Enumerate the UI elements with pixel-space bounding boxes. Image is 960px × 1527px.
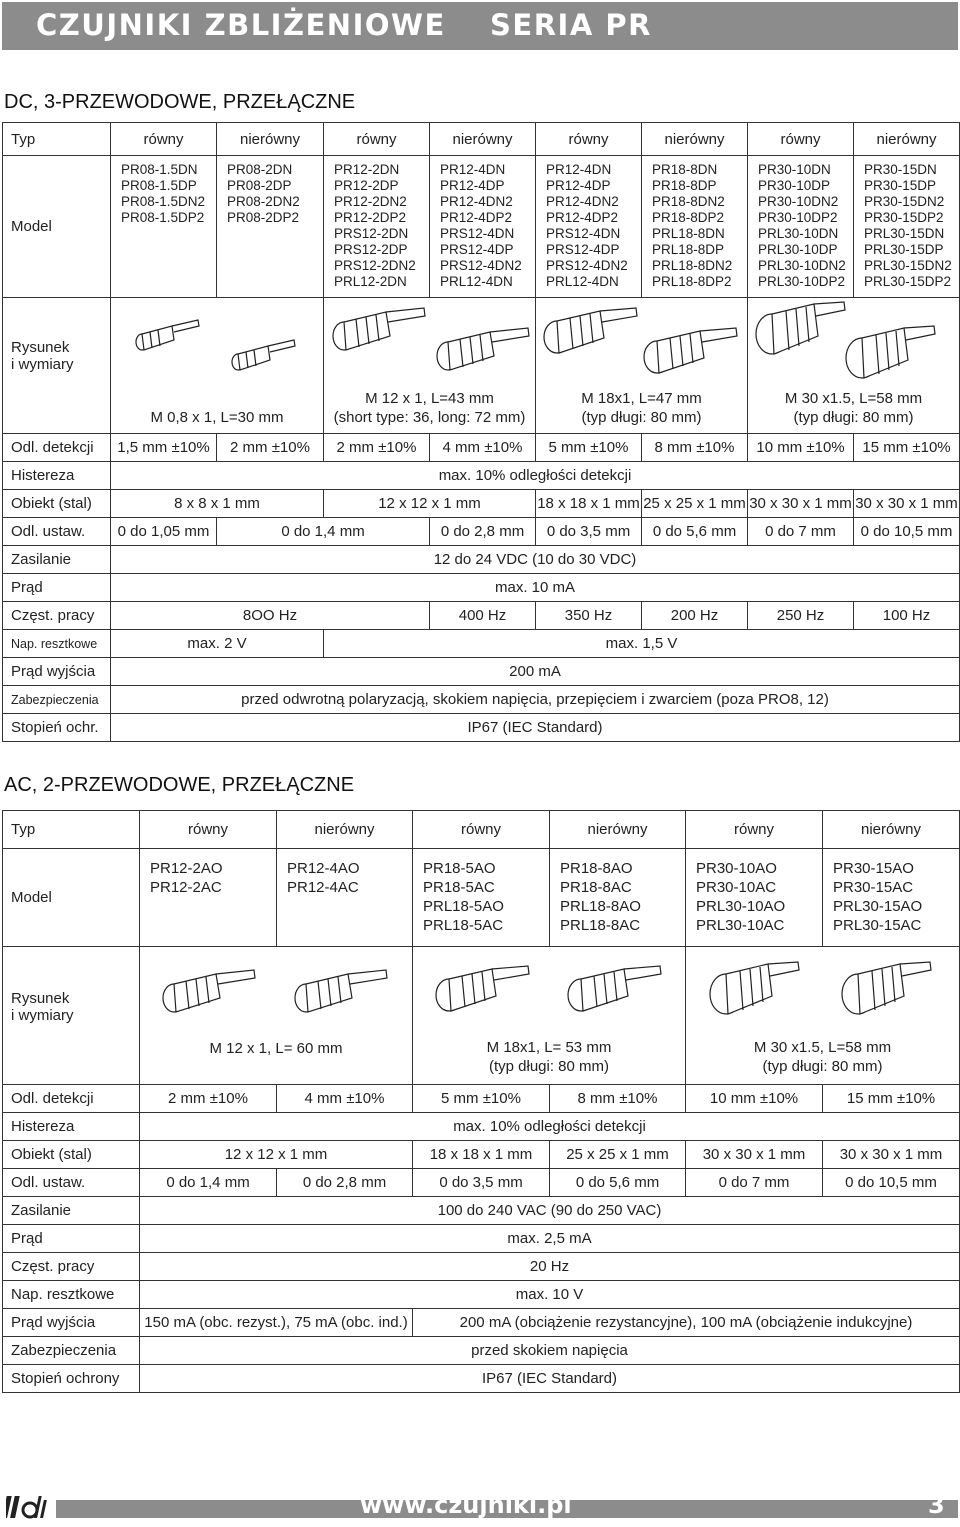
proximity-sensor-icon [290, 968, 390, 1018]
drawing-m18: M 18x1, L= 53 mm (typ długi: 80 mm) [413, 947, 686, 1085]
cell: przed odwrotną polaryzacją, skokiem napięcia, przepięciem i zwarciem (poza PRO8, 12) [111, 686, 960, 714]
drawing-m30: M 30 x1.5, L=58 mm (typ długi: 80 mm) [748, 298, 960, 434]
proximity-sensor-icon [540, 306, 640, 358]
cell: nierówny [642, 123, 748, 156]
model-list: PR30-10DN PR30-10DP PR30-10DN2 PR30-10DP2 PRL30-10DN PRL30-10DP PRL30-10DN2 PRL30-10DP2 [748, 156, 854, 298]
cell: 0 do 3,5 mm [536, 518, 642, 546]
row-label: Stopień ochrony [3, 1365, 140, 1393]
dc-stop-row [3, 714, 960, 742]
series-title: SERIA PR [490, 8, 652, 42]
proximity-sensor-icon [432, 326, 532, 376]
dc-nap-row [3, 630, 960, 658]
cell: 8 mm ±10% [550, 1085, 686, 1113]
cell: równy [111, 123, 217, 156]
proximity-sensor-icon [842, 324, 938, 382]
cell: 30 x 30 x 1 mm [854, 490, 960, 518]
cell: 350 Hz [536, 602, 642, 630]
cell: IP67 (IEC Standard) [111, 714, 960, 742]
cell: nierówny [430, 123, 536, 156]
proximity-sensor-icon [640, 326, 740, 378]
dc-wyj-row [3, 658, 960, 686]
model-list: PR12-4DN PR12-4DP PR12-4DN2 PR12-4DP2 PRS12-4DN PRS12-4DP PRS12-4DN2 PRL12-4DN [536, 156, 642, 298]
dc-prad-row [3, 574, 960, 602]
row-label: Częst. pracy [3, 602, 111, 630]
model-list: PR30-10AO PR30-10AC PRL30-10AO PRL30-10AC [686, 849, 823, 947]
ac-model-row [3, 849, 960, 947]
cell: nierówny [217, 123, 324, 156]
cell: 0 do 7 mm [748, 518, 854, 546]
cell: 12 x 12 x 1 mm [140, 1141, 413, 1169]
dc-ustaw-row [3, 518, 960, 546]
model-list: PR30-15DN PR30-15DP PR30-15DN2 PR30-15DP2 PRL30-15DN PRL30-15DP PRL30-15DN2 PRL30-15DP2 [854, 156, 960, 298]
model-list: PR18-8DN PR18-8DP PR18-8DN2 PR18-8DP2 PRL18-8DN PRL18-8DP PRL18-8DN2 PRL18-8DP2 [642, 156, 748, 298]
ac-zab-row [3, 1337, 960, 1365]
cell: max. 1,5 V [324, 630, 960, 658]
model-list: PR18-8AO PR18-8AC PRL18-8AO PRL18-8AC [550, 849, 686, 947]
proximity-sensor-icon [706, 960, 802, 1018]
cell: 2 mm ±10% [217, 434, 324, 462]
proximity-sensor-icon [158, 968, 258, 1018]
proximity-sensor-icon [432, 964, 532, 1016]
dc-hist-row [3, 462, 960, 490]
ac-obiekt-row [3, 1141, 960, 1169]
drawing-m08: M 0,8 x 1, L=30 mm [111, 298, 324, 434]
proximity-sensor-icon [838, 960, 934, 1018]
row-label: Odl. detekcji [3, 434, 111, 462]
row-label: Obiekt (stal) [3, 490, 111, 518]
model-list: PR12-2DN PR12-2DP PR12-2DN2 PR12-2DP2 PRS12-2DN PRS12-2DP PRS12-2DN2 PRL12-2DN [324, 156, 430, 298]
cell: przed skokiem napięcia [140, 1337, 960, 1365]
row-label: Odl. ustaw. [3, 518, 111, 546]
cell: 30 x 30 x 1 mm [686, 1141, 823, 1169]
row-label: Nap. resztkowe [3, 1281, 140, 1309]
header-bar [2, 2, 958, 50]
cell: równy [324, 123, 430, 156]
website-link[interactable]: www.czujniki.pl [360, 1491, 572, 1519]
row-label: Nap. resztkowe [3, 630, 111, 658]
cell: 20 Hz [140, 1253, 960, 1281]
ac-czest-row [3, 1253, 960, 1281]
cell: 0 do 2,8 mm [430, 518, 536, 546]
row-label: Typ [3, 123, 111, 156]
row-label: Zabezpieczenia [3, 686, 111, 714]
dc-odl-row [3, 434, 960, 462]
dc-typ-row [3, 123, 960, 156]
cell: 25 x 25 x 1 mm [642, 490, 748, 518]
row-label: Prąd wyjścia [3, 1309, 140, 1337]
row-label: Stopień ochr. [3, 714, 111, 742]
cell: nierówny [854, 123, 960, 156]
cell: 400 Hz [430, 602, 536, 630]
cell: 250 Hz [748, 602, 854, 630]
cell: max. 10 mA [111, 574, 960, 602]
cell: 18 x 18 x 1 mm [536, 490, 642, 518]
cell: 4 mm ±10% [277, 1085, 413, 1113]
dc-section-title: DC, 3-PRZEWODOWE, PRZEŁĄCZNE [4, 91, 356, 113]
dc-obiekt-row [3, 490, 960, 518]
model-list: PR30-15AO PR30-15AC PRL30-15AO PRL30-15AC [823, 849, 960, 947]
dc-zab-row [3, 686, 960, 714]
cell: 100 do 240 VAC (90 do 250 VAC) [140, 1197, 960, 1225]
cell: 0 do 1,4 mm [140, 1169, 277, 1197]
ac-nap-row [3, 1281, 960, 1309]
cell: 100 Hz [854, 602, 960, 630]
cell: max. 10% odległości detekcji [140, 1113, 960, 1141]
ac-ustaw-row [3, 1169, 960, 1197]
row-label: Odl. ustaw. [3, 1169, 140, 1197]
proximity-sensor-icon [328, 306, 428, 356]
dc-model-row [3, 156, 960, 298]
dc-czest-row [3, 602, 960, 630]
cell: równy [748, 123, 854, 156]
row-label: Częst. pracy [3, 1253, 140, 1281]
cell: 8 mm ±10% [642, 434, 748, 462]
model-list: PR08-1.5DN PR08-1.5DP PR08-1.5DN2 PR08-1.5DP2 [111, 156, 217, 298]
ac-odl-row [3, 1085, 960, 1113]
cell: 25 x 25 x 1 mm [550, 1141, 686, 1169]
cell: 0 do 3,5 mm [413, 1169, 550, 1197]
row-label: Odl. detekcji [3, 1085, 140, 1113]
drawing-m12: M 12 x 1, L=43 mm (short type: 36, long: 72 mm) [324, 298, 536, 434]
cell: 0 do 7 mm [686, 1169, 823, 1197]
cell: 15 mm ±10% [854, 434, 960, 462]
model-list: PR08-2DN PR08-2DP PR08-2DN2 PR08-2DP2 [217, 156, 324, 298]
cell: 0 do 5,6 mm [550, 1169, 686, 1197]
cell: 0 do 1,05 mm [111, 518, 217, 546]
ac-hist-row [3, 1113, 960, 1141]
row-label: Zasilanie [3, 1197, 140, 1225]
cell: 30 x 30 x 1 mm [823, 1141, 960, 1169]
model-list: PR18-5AO PR18-5AC PRL18-5AO PRL18-5AC [413, 849, 550, 947]
cell: 10 mm ±10% [686, 1085, 823, 1113]
cell: max. 10 V [140, 1281, 960, 1309]
cell: 0 do 1,4 mm [217, 518, 430, 546]
company-logo-icon [6, 1490, 54, 1522]
cell: 0 do 10,5 mm [854, 518, 960, 546]
cell: max. 2 V [111, 630, 324, 658]
cell: nierówny [823, 811, 960, 849]
cell: 10 mm ±10% [748, 434, 854, 462]
row-label: Zabezpieczenia [3, 1337, 140, 1365]
cell: 0 do 10,5 mm [823, 1169, 960, 1197]
cell: równy [413, 811, 550, 849]
model-list: PR12-4DN PR12-4DP PR12-4DN2 PR12-4DP2 PRS12-4DN PRS12-4DP PRS12-4DN2 PRL12-4DN [430, 156, 536, 298]
cell: 2 mm ±10% [140, 1085, 277, 1113]
row-label: Model [3, 156, 111, 298]
cell: 1,5 mm ±10% [111, 434, 217, 462]
row-label: Obiekt (stal) [3, 1141, 140, 1169]
drawing-m12: M 12 x 1, L= 60 mm [140, 947, 413, 1085]
row-label: Typ [3, 811, 140, 849]
proximity-sensor-icon [228, 336, 298, 376]
cell: 8 x 8 x 1 mm [111, 490, 324, 518]
model-list: PR12-4AO PR12-4AC [277, 849, 413, 947]
row-label: Histereza [3, 462, 111, 490]
cell: max. 2,5 mA [140, 1225, 960, 1253]
ac-prad-row [3, 1225, 960, 1253]
cell: nierówny [277, 811, 413, 849]
dc-table [2, 122, 960, 742]
proximity-sensor-icon [132, 316, 202, 356]
cell: 15 mm ±10% [823, 1085, 960, 1113]
cell: równy [536, 123, 642, 156]
cell: 150 mA (obc. rezyst.), 75 mA (obc. ind.) [140, 1309, 413, 1337]
cell: 5 mm ±10% [536, 434, 642, 462]
page-number: 3 [928, 1491, 945, 1519]
proximity-sensor-icon [564, 964, 664, 1016]
proximity-sensor-icon [752, 300, 848, 358]
cell: 5 mm ±10% [413, 1085, 550, 1113]
cell: równy [140, 811, 277, 849]
row-label: Prąd wyjścia [3, 658, 111, 686]
cell: IP67 (IEC Standard) [140, 1365, 960, 1393]
cell: 12 x 12 x 1 mm [324, 490, 536, 518]
dc-zasil-row [3, 546, 960, 574]
drawing-m18: M 18x1, L=47 mm (typ długi: 80 mm) [536, 298, 748, 434]
cell: równy [686, 811, 823, 849]
row-label: Histereza [3, 1113, 140, 1141]
cell: 8OO Hz [111, 602, 430, 630]
drawing-m30: M 30 x1.5, L=58 mm (typ długi: 80 mm) [686, 947, 960, 1085]
footer [0, 1490, 960, 1524]
cell: 0 do 2,8 mm [277, 1169, 413, 1197]
cell: 12 do 24 VDC (10 do 30 VDC) [111, 546, 960, 574]
cell: 30 x 30 x 1 mm [748, 490, 854, 518]
ac-section-title: AC, 2-PRZEWODOWE, PRZEŁĄCZNE [4, 774, 355, 796]
row-label: Model [3, 849, 140, 947]
model-list: PR12-2AO PR12-2AC [140, 849, 277, 947]
cell: 0 do 5,6 mm [642, 518, 748, 546]
ac-typ-row [3, 811, 960, 849]
cell: 200 Hz [642, 602, 748, 630]
ac-zasil-row [3, 1197, 960, 1225]
cell: 18 x 18 x 1 mm [413, 1141, 550, 1169]
cell: 4 mm ±10% [430, 434, 536, 462]
row-label: Zasilanie [3, 546, 111, 574]
cell: 2 mm ±10% [324, 434, 430, 462]
row-label: Rysunek i wymiary [3, 947, 140, 1085]
row-label: Rysunek i wymiary [3, 298, 111, 434]
row-label: Prąd [3, 574, 111, 602]
row-label: Prąd [3, 1225, 140, 1253]
page-title: CZUJNIKI ZBLIŻENIOWE [36, 8, 446, 42]
ac-table [2, 810, 960, 1393]
ac-stop-row [3, 1365, 960, 1393]
cell: 200 mA [111, 658, 960, 686]
cell: nierówny [550, 811, 686, 849]
cell: 200 mA (obciążenie rezystancyjne), 100 mA (obciążenie indukcyjne) [413, 1309, 960, 1337]
ac-wyj-row [3, 1309, 960, 1337]
cell: max. 10% odległości detekcji [111, 462, 960, 490]
